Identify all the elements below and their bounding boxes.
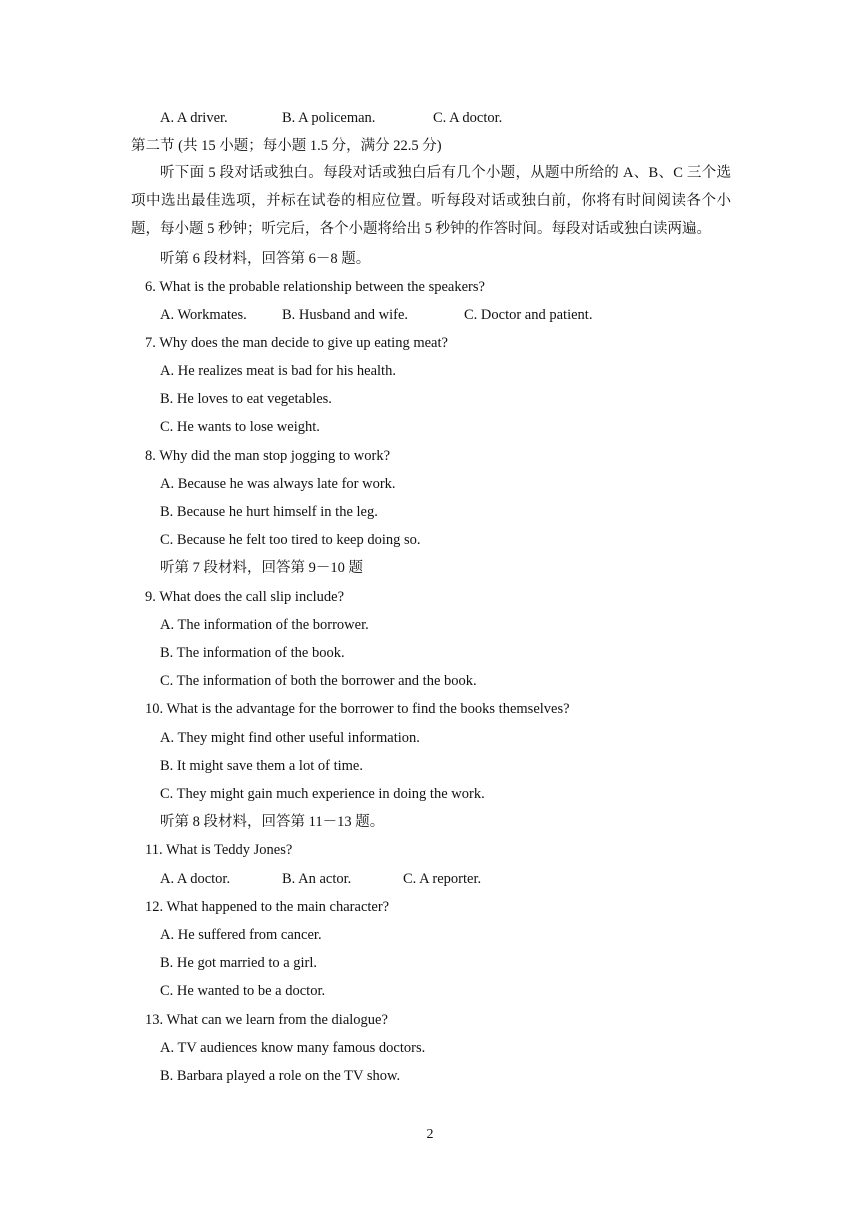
section-instructions: 听下面 5 段对话或独白。每段对话或独白后有几个小题，从题中所给的 A、B、C 三个选项中选出最佳选项，并标在试卷的相应位置。听每段对话或独白前，你将有时间阅读各个小题，每小题 5 秒钟；听完后，各个小题将给出 5 秒钟的作答时间。每段对话或独白读两遍。 [131, 165, 731, 237]
question-stem: 6. What is the probable relationship between the speakers? [145, 279, 485, 295]
option-a: A. Because he was always late for work. [160, 476, 396, 492]
option-b: B. A policeman. [282, 110, 376, 126]
option-b: B. Husband and wife. [282, 307, 409, 323]
option-c: C. He wants to lose weight. [160, 419, 320, 435]
option-a: A. TV audiences know many famous doctors. [160, 1040, 426, 1056]
material-heading: 听第 7 段材料，回答第 9－10 题 [160, 560, 363, 576]
option-a: A. A doctor. [160, 871, 231, 887]
option-b: B. He got married to a girl. [160, 955, 318, 971]
question-stem: 9. What does the call slip include? [145, 589, 345, 605]
question-stem: 11. What is Teddy Jones? [145, 842, 293, 858]
option-b: B. Barbara played a role on the TV show. [160, 1068, 401, 1084]
option-b: B. The information of the book. [160, 645, 345, 661]
option-c: C. A reporter. [403, 871, 482, 887]
option-a: A. Workmates. [160, 307, 247, 323]
question-stem: 7. Why does the man decide to give up eating meat? [145, 335, 448, 351]
option-c: C. Because he felt too tired to keep doing so. [160, 532, 421, 548]
option-a: A. They might find other useful information. [160, 730, 420, 746]
option-c: C. They might gain much experience in doing the work. [160, 786, 485, 802]
option-a: A. He suffered from cancer. [160, 927, 322, 943]
material-heading: 听第 6 段材料，回答第 6－8 题。 [160, 251, 371, 267]
option-b: B. An actor. [282, 871, 352, 887]
option-c: C. Doctor and patient. [464, 307, 593, 323]
option-a: A. A driver. [160, 110, 228, 126]
question-stem: 13. What can we learn from the dialogue? [145, 1012, 388, 1028]
option-b: B. He loves to eat vegetables. [160, 391, 332, 407]
option-b: B. It might save them a lot of time. [160, 758, 363, 774]
option-c: C. The information of both the borrower and the book. [160, 673, 477, 689]
material-heading: 听第 8 段材料，回答第 11－13 题。 [160, 814, 385, 830]
option-c: C. He wanted to be a doctor. [160, 983, 326, 999]
section-heading: 第二节 (共 15 小题；每小题 1.5 分，满分 22.5 分) [131, 138, 442, 154]
option-a: A. The information of the borrower. [160, 617, 369, 633]
question-stem: 8. Why did the man stop jogging to work? [145, 448, 390, 464]
page-number: 2 [426, 1127, 434, 1142]
question-stem: 10. What is the advantage for the borrower to find the books themselves? [145, 701, 570, 717]
option-b: B. Because he hurt himself in the leg. [160, 504, 378, 520]
option-c: C. A doctor. [433, 110, 503, 126]
question-stem: 12. What happened to the main character? [145, 899, 390, 915]
option-a: A. He realizes meat is bad for his health. [160, 363, 396, 379]
